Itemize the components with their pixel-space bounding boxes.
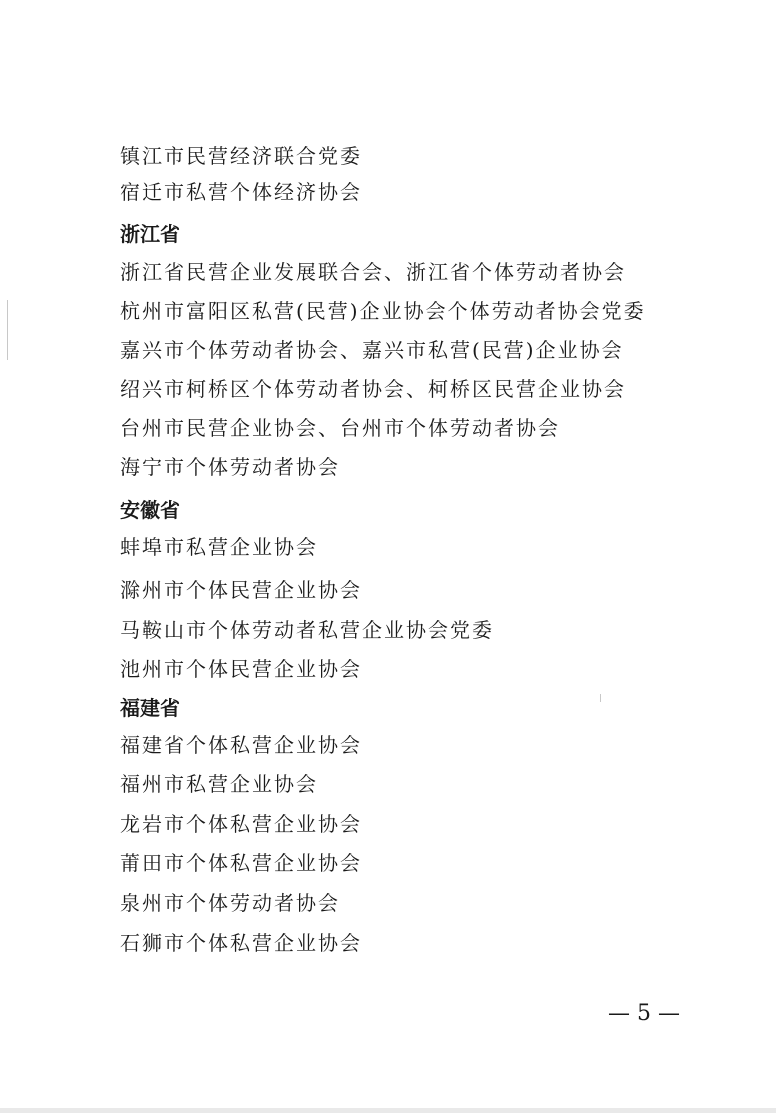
section-heading-anhui: 安徽省 [120,498,180,522]
list-item: 嘉兴市个体劳动者协会、嘉兴市私营(民营)企业协会 [120,338,624,362]
list-item: 石狮市个体私营企业协会 [120,931,362,955]
list-item: 海宁市个体劳动者协会 [120,455,340,479]
list-item: 台州市民营企业协会、台州市个体劳动者协会 [120,416,560,440]
list-item: 蚌埠市私营企业协会 [120,535,318,559]
bottom-edge [0,1108,776,1113]
scan-artifact [7,300,8,360]
list-item: 福州市私营企业协会 [120,772,318,796]
scan-artifact [600,694,601,702]
list-item: 福建省个体私营企业协会 [120,733,362,757]
list-item: 池州市个体民营企业协会 [120,657,362,681]
page-number: — 5 — [608,1001,680,1026]
list-item: 泉州市个体劳动者协会 [120,891,340,915]
list-item: 镇江市民营经济联合党委 [120,144,362,168]
section-heading-fujian: 福建省 [120,696,180,720]
list-item: 杭州市富阳区私营(民营)企业协会个体劳动者协会党委 [120,299,646,323]
section-heading-zhejiang: 浙江省 [120,222,180,246]
list-item: 宿迁市私营个体经济协会 [120,180,362,204]
list-item: 浙江省民营企业发展联合会、浙江省个体劳动者协会 [120,260,626,284]
list-item: 龙岩市个体私营企业协会 [120,812,362,836]
list-item: 绍兴市柯桥区个体劳动者协会、柯桥区民营企业协会 [120,377,626,401]
list-item: 滁州市个体民营企业协会 [120,578,362,602]
list-item: 莆田市个体私营企业协会 [120,851,362,875]
list-item: 马鞍山市个体劳动者私营企业协会党委 [120,618,494,642]
